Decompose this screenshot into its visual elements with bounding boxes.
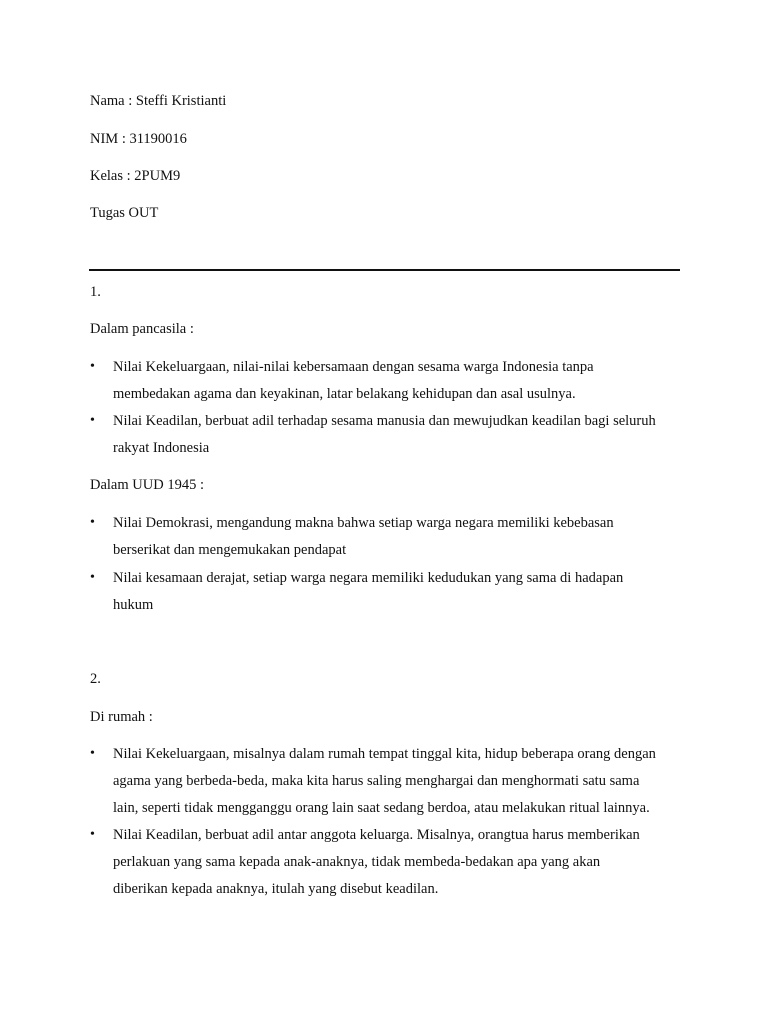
student-nim: NIM : 31190016 <box>90 131 187 147</box>
horizontal-divider <box>89 269 680 271</box>
uud-heading: Dalam UUD 1945 : <box>90 477 204 493</box>
document-page: Nama : Steffi Kristianti NIM : 31190016 Kelas : 2PUM9 Tugas OUT 1. Dalam pancasila : • Nilai Kekeluargaan, nilai-nilai kebersamaan dengan sesama warga Indonesia tanpa membedakan agama dan keyakinan, latar belakang kehidupan dan asal usulnya. • Nilai Keadilan, berbuat adil terhadap sesama manusia dan mewujudkan keadilan bagi seluruh rakyat Indonesia Dalam UUD 1945 : • Nilai Demokrasi, mengandung makna bahwa setiap warga negara memiliki kebebasan berserikat dan mengemukakan pendapat • Nilai kesamaan derajat, setiap warga negara memiliki kedudukan yang sama di hadapan hukum 2. Di rumah : • Nilai Kekeluargaan, misalnya dalam rumah tempat tinggal kita, hidup beberapa orang dengan agama yang berbeda-beda, maka kita harus saling menghargai dan menghormati satu sama lain, seperti tidak mengganggu orang lain saat sedang berdoa, atau melakukan ritual lainnya. • Nilai Keadilan, berbuat adil antar anggota keluarga. Misalnya, orangtua harus memberikan perlakuan yang sama kepada anak-anaknya, tidak membeda-bedakan apa yang akan diberikan kepada anaknya, itulah yang disebut keadilan. <box>0 0 768 1024</box>
bullet-icon: • <box>90 413 95 428</box>
rumah-heading: Di rumah : <box>90 709 153 725</box>
assignment-title: Tugas OUT <box>90 205 159 221</box>
pancasila-heading: Dalam pancasila : <box>90 321 194 337</box>
bullet-icon: • <box>90 746 95 761</box>
bullet-icon: • <box>90 515 95 530</box>
student-name: Nama : Steffi Kristianti <box>90 93 227 109</box>
bullet-icon: • <box>90 827 95 842</box>
bullet-icon: • <box>90 359 95 374</box>
bullet-icon: • <box>90 570 95 585</box>
question-1-number: 1. <box>90 284 101 300</box>
student-class: Kelas : 2PUM9 <box>90 168 181 184</box>
question-2-number: 2. <box>90 671 101 687</box>
